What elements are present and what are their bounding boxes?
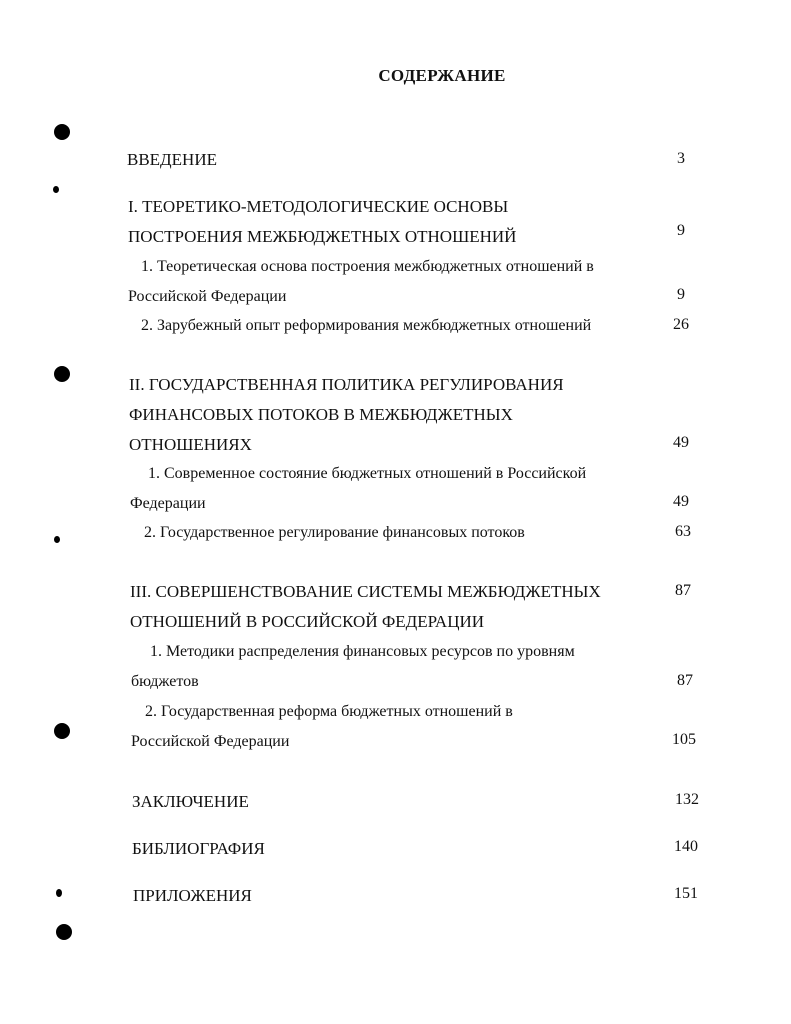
toc-conclusion-page: 132 (675, 791, 699, 808)
punch-hole (56, 924, 72, 940)
toc-part1-page: 9 (677, 222, 685, 239)
toc-part2-item2-line1: 2. Государственное регулирование финансовых потоков (144, 524, 525, 541)
toc-part3-heading-line2: ОТНОШЕНИЙ В РОССИЙСКОЙ ФЕДЕРАЦИИ (130, 612, 485, 631)
toc-part1-item1-line1: 1. Теоретическая основа построения межбюджетных отношений в (141, 258, 594, 275)
toc-bibliography-label: БИБЛИОГРАФИЯ (132, 839, 265, 858)
toc-appendices-page: 151 (674, 885, 698, 902)
toc-part2-item1-line1: 1. Современное состояние бюджетных отношений в Российской (148, 465, 587, 482)
toc-part1-item1-page: 9 (677, 286, 685, 303)
toc-part1-heading-line1: I. ТЕОРЕТИКО-МЕТОДОЛОГИЧЕСКИЕ ОСНОВЫ (128, 197, 509, 216)
punch-hole (54, 124, 70, 140)
toc-part3-page: 87 (675, 582, 691, 599)
toc-conclusion-label: ЗАКЛЮЧЕНИЕ (132, 792, 249, 811)
toc-part1-heading-line2: ПОСТРОЕНИЯ МЕЖБЮДЖЕТНЫХ ОТНОШЕНИЙ (128, 227, 517, 246)
toc-part1-item2-line1: 2. Зарубежный опыт реформирования межбюджетных отношений (141, 317, 592, 334)
speck (53, 186, 59, 193)
toc-intro-page: 3 (677, 150, 685, 167)
toc-part2-page: 49 (673, 434, 689, 451)
toc-part2-item2-page: 63 (675, 523, 691, 540)
toc-appendices-label: ПРИЛОЖЕНИЯ (133, 886, 252, 905)
toc-part1-item1-line2: Российской Федерации (128, 288, 287, 305)
page-title: СОДЕРЖАНИЕ (378, 66, 506, 85)
speck (54, 536, 60, 543)
toc-part3-item2-line1: 2. Государственная реформа бюджетных отношений в (145, 703, 513, 720)
toc-intro-label: ВВЕДЕНИЕ (127, 150, 217, 169)
toc-part3-item1-page: 87 (677, 672, 693, 689)
toc-part1-item2-page: 26 (673, 316, 689, 333)
toc-part3-item2-page: 105 (672, 731, 696, 748)
toc-part2-heading-line3: ОТНОШЕНИЯХ (129, 435, 252, 454)
toc-bibliography-page: 140 (674, 838, 698, 855)
punch-hole (54, 366, 70, 382)
toc-part3-item1-line1: 1. Методики распределения финансовых ресурсов по уровням (150, 643, 575, 660)
toc-part2-heading-line2: ФИНАНСОВЫХ ПОТОКОВ В МЕЖБЮДЖЕТНЫХ (129, 405, 513, 424)
toc-part2-heading-line1: II. ГОСУДАРСТВЕННАЯ ПОЛИТИКА РЕГУЛИРОВАНИЯ (129, 375, 564, 394)
toc-part3-item2-line2: Российской Федерации (131, 733, 290, 750)
toc-part3-item1-line2: бюджетов (131, 673, 199, 690)
punch-hole (54, 723, 70, 739)
toc-part2-item1-page: 49 (673, 493, 689, 510)
toc-part3-heading-line1: III. СОВЕРШЕНСТВОВАНИЕ СИСТЕМЫ МЕЖБЮДЖЕТНЫХ (130, 582, 601, 601)
speck (56, 889, 62, 897)
toc-part2-item1-line2: Федерации (130, 495, 206, 512)
